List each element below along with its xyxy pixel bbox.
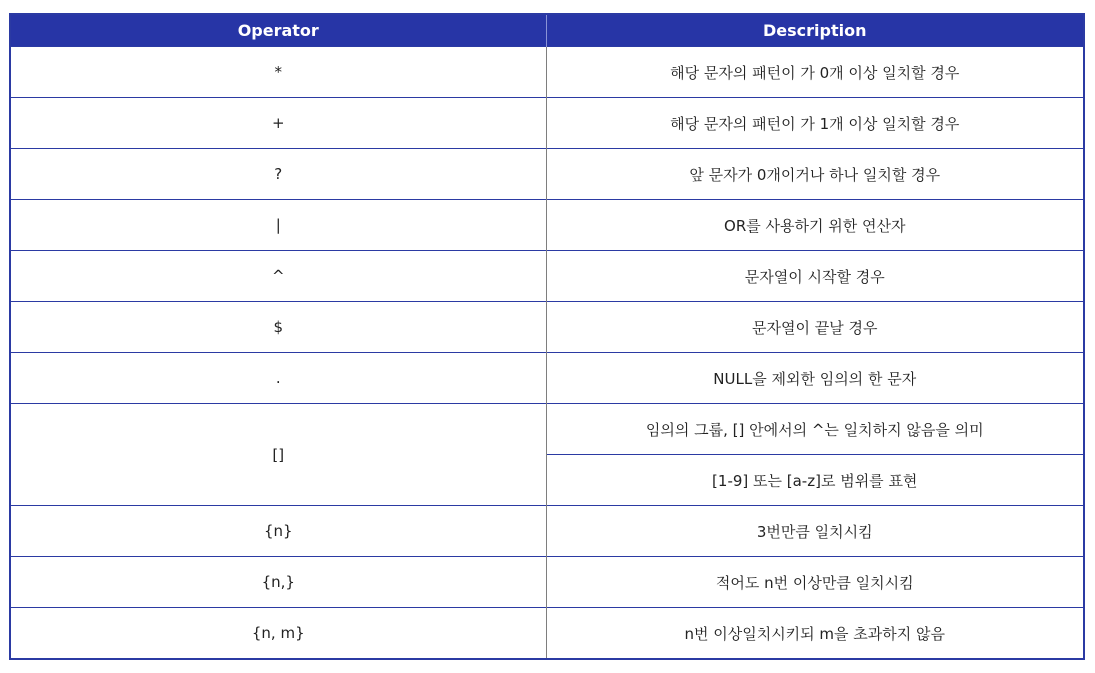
description-cell: 3번만큼 일치시킴	[546, 506, 1084, 557]
table-row	[10, 251, 1084, 302]
description-cell: 적어도 n번 이상만큼 일치시킴	[546, 557, 1084, 608]
table-body	[10, 47, 1084, 660]
description-cell: 임의의 그룹, [] 안에서의 ^는 일치하지 않음을 의미	[546, 404, 1084, 455]
operator-cell: {n,}	[10, 557, 546, 608]
column-header-operator: Operator	[10, 14, 546, 47]
operator-cell: .	[10, 353, 546, 404]
operator-cell: ^	[10, 251, 546, 302]
description-cell: n번 이상일치시키되 m을 초과하지 않음	[546, 608, 1084, 660]
table-row	[10, 47, 1084, 98]
table-row	[10, 353, 1084, 404]
table-row	[10, 557, 1084, 608]
operator-cell: {n, m}	[10, 608, 546, 660]
description-cell: OR를 사용하기 위한 연산자	[546, 200, 1084, 251]
table-row	[10, 608, 1084, 660]
table-row	[10, 98, 1084, 149]
description-cell: 해당 문자의 패턴이 가 1개 이상 일치할 경우	[546, 98, 1084, 149]
regex-operator-table-container	[9, 13, 1083, 660]
table-header	[10, 14, 1084, 47]
table-row	[10, 506, 1084, 557]
table-row	[10, 149, 1084, 200]
description-cell: 해당 문자의 패턴이 가 0개 이상 일치할 경우	[546, 47, 1084, 98]
description-cell: 문자열이 시작할 경우	[546, 251, 1084, 302]
table-row	[10, 200, 1084, 251]
operator-cell: *	[10, 47, 546, 98]
column-header-description: Description	[546, 14, 1084, 47]
regex-operator-table	[9, 13, 1085, 660]
operator-cell: |	[10, 200, 546, 251]
header-row	[10, 14, 1084, 47]
operator-cell: $	[10, 302, 546, 353]
table-row	[10, 404, 1084, 455]
description-cell-secondary: [1-9] 또는 [a-z]로 범위를 표현	[546, 455, 1084, 506]
table-row	[10, 302, 1084, 353]
operator-cell: +	[10, 98, 546, 149]
operator-cell: {n}	[10, 506, 546, 557]
description-cell: 문자열이 끝날 경우	[546, 302, 1084, 353]
description-cell: NULL을 제외한 임의의 한 문자	[546, 353, 1084, 404]
operator-cell: []	[10, 404, 546, 506]
operator-cell: ?	[10, 149, 546, 200]
description-cell: 앞 문자가 0개이거나 하나 일치할 경우	[546, 149, 1084, 200]
